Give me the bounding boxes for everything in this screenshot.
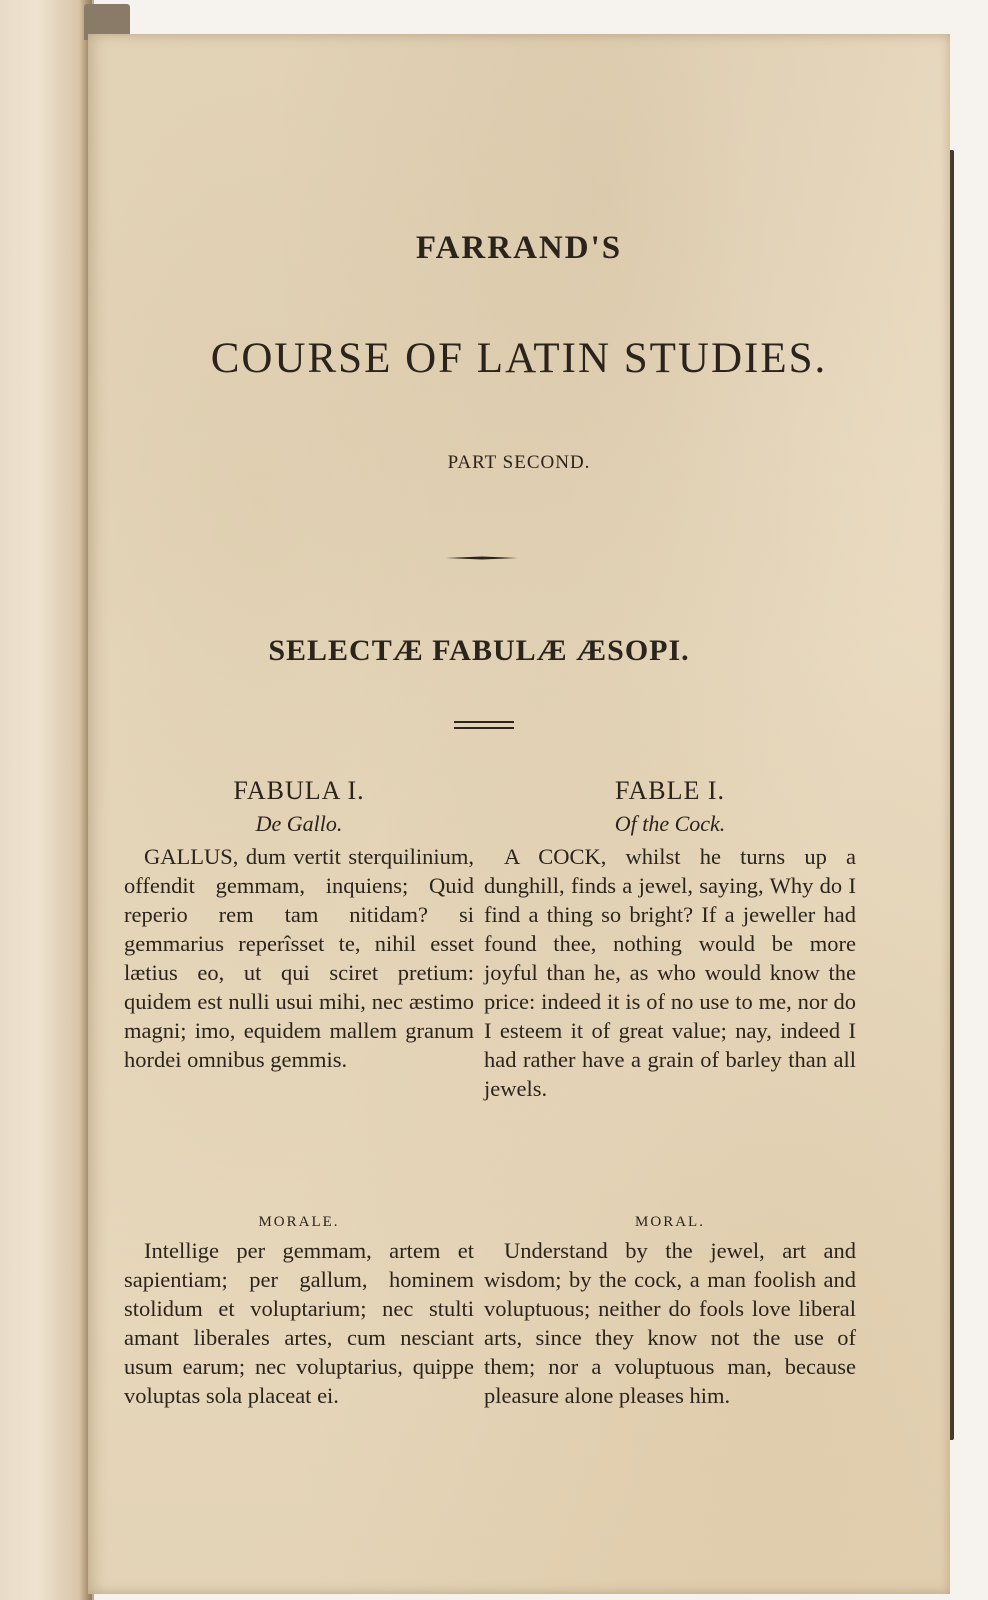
previous-page-edge [0,0,92,1600]
latin-moral [124,1210,474,1410]
latin-fable-column [124,774,474,1074]
english-moral-heading: MORAL. [635,1214,705,1230]
section-heading: SELECTÆ FABULÆ ÆSOPI. [268,634,690,667]
english-fable-title: FABLE I. [614,776,726,805]
double-rule [454,720,514,732]
book-title-line2: COURSE OF LATIN STUDIES. [210,335,828,382]
part-label: PART SECOND. [447,452,591,473]
latin-fable-text: GALLUS, dum vertit sterquilinium, offendit gemmam, inquiens; Quid reperio rem tam nitidam? si gemmarius reperîsset te, nihil esset lætius eo, ut qui sciret pretium: quidem est nulli usui mihi, nec æstimo magni; imo, equidem mallem granum hordei omnibus gemmis. [124,844,474,1072]
book-page [88,34,950,1594]
english-fable-subtitle: Of the Cock. [614,811,726,836]
latin-fable-subtitle: De Gallo. [255,811,343,836]
latin-moral-text: Intellige per gemmam, artem et sapientiam; per gallum, hominem stolidum et voluptarium; nec stulti amant liberales artes, cum nesciant usum earum; nec voluptarius, quippe voluptas sola placeat ei. [124,1238,474,1408]
english-moral-text: Understand by the jewel, art and wisdom; by the cock, a man foolish and voluptuous; neither do fools love liberal arts, since they know not the use of them; nor a voluptuous man, because pleasure alone pleases him. [484,1238,856,1408]
latin-fable-title: FABULA I. [233,776,365,805]
english-moral [484,1210,856,1410]
english-fable-column [484,774,856,1103]
ornamental-rule [446,555,518,561]
latin-moral-heading: MORALE. [258,1214,340,1230]
english-fable-text: A COCK, whilst he turns up a dunghill, finds a jewel, saying, Why do I find a thing so bright? If a jeweller had found thee, nothing would be more joyful than he, as who would know the price: indeed it is of no use to me, nor do I esteem it of great value; nay, indeed I had rather have a grain of barley than all jewels. [484,844,856,1101]
book-title-line1: FARRAND'S [415,230,623,266]
